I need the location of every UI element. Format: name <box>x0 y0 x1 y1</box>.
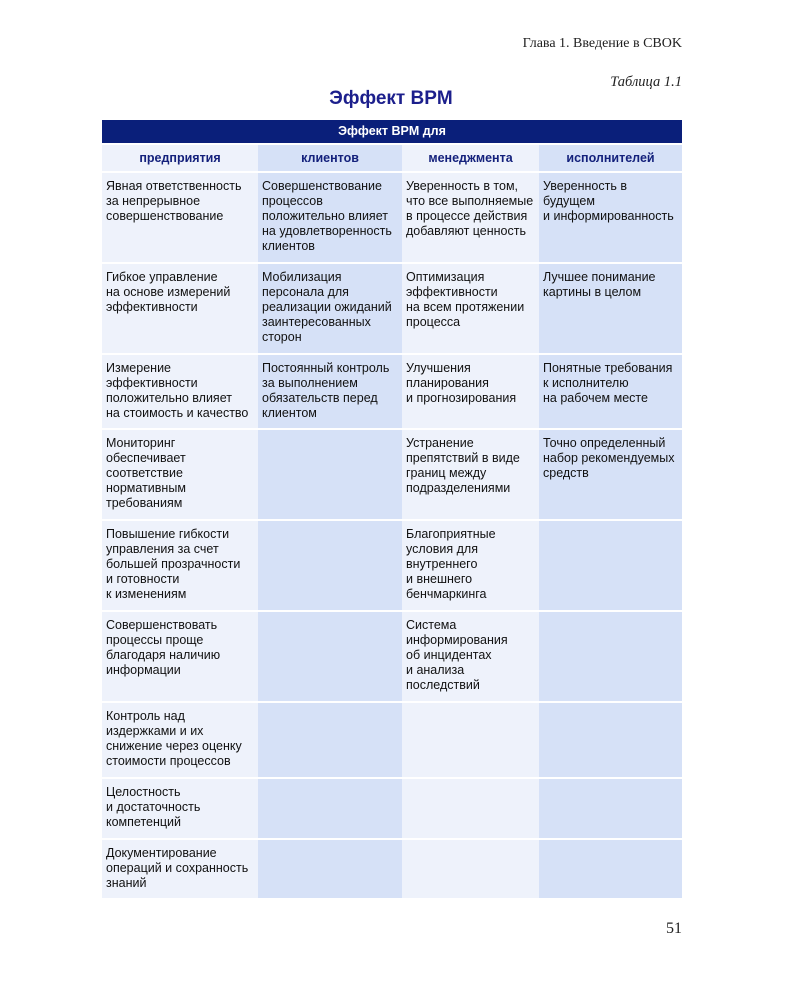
table-cell: Контроль над издержками и их снижение через оценку стоимости процессов <box>102 702 258 778</box>
table-cell: Документирование операций и сохранность знаний <box>102 839 258 898</box>
column-header-performers: исполнителей <box>539 144 682 172</box>
table-cell: Постоянный контроль за выполнением обязательств перед клиентом <box>258 354 402 429</box>
column-header-enterprise: предприятия <box>102 144 258 172</box>
table-title: Эффект BPM <box>329 88 453 109</box>
table-cell <box>539 520 682 611</box>
table-cell: Повышение гибкости управления за счет большей прозрачности и готовности к изменениям <box>102 520 258 611</box>
table-cell: Мобилизация персонала для реализации ожиданий заинтересованных сторон <box>258 263 402 354</box>
table-cell: Понятные требования к исполнителю на рабочем месте <box>539 354 682 429</box>
table-main-header: Эффект BPM для <box>102 120 682 144</box>
page-number: 51 <box>666 920 682 937</box>
table-row <box>102 702 682 778</box>
table-cell: Гибкое управление на основе измерений эффективности <box>102 263 258 354</box>
table-cell <box>258 520 402 611</box>
table-cell: Уверенность в будущем и информированность <box>539 172 682 263</box>
table-cell: Благоприятные условия для внутреннего и внешнего бенчмаркинга <box>402 520 539 611</box>
table-cell: Мониторинг обеспечивает соответствие нормативным требованиям <box>102 429 258 520</box>
table-row <box>102 429 682 520</box>
table-cell <box>258 611 402 702</box>
table-cell <box>258 778 402 839</box>
table-row <box>102 172 682 263</box>
table-cell <box>539 702 682 778</box>
table-row <box>102 778 682 839</box>
table-cell: Совершенствовать процессы проще благодаря наличию информации <box>102 611 258 702</box>
table-cell <box>402 778 539 839</box>
table-row <box>102 263 682 354</box>
table-cell <box>258 702 402 778</box>
table-cell: Совершенствование процессов положительно влияет на удовлетворенность клиентов <box>258 172 402 263</box>
running-header: Глава 1. Введение в CBOK <box>522 36 682 51</box>
table-cell: Уверенность в том, что все выполняемые в процессе действия добавляют ценность <box>402 172 539 263</box>
table-cell <box>539 611 682 702</box>
table-row <box>102 354 682 429</box>
table-cell <box>258 839 402 898</box>
bpm-effect-table <box>102 120 682 898</box>
table-cell: Измерение эффективности положительно влияет на стоимость и качество <box>102 354 258 429</box>
table-cell: Оптимизация эффективности на всем протяжении процесса <box>402 263 539 354</box>
table-cell: Система информирования об инцидентах и анализа последствий <box>402 611 539 702</box>
table-cell <box>539 778 682 839</box>
table-cell: Целостность и достаточность компетенций <box>102 778 258 839</box>
table-cell: Устранение препятствий в виде границ между подразделениями <box>402 429 539 520</box>
table-cell <box>258 429 402 520</box>
table-number: Таблица 1.1 <box>610 74 682 90</box>
table-cell: Улучшения планирования и прогнозирования <box>402 354 539 429</box>
table-cell <box>402 702 539 778</box>
column-header-clients: клиентов <box>258 144 402 172</box>
table-cell <box>539 839 682 898</box>
table-row <box>102 611 682 702</box>
column-header-management: менеджмента <box>402 144 539 172</box>
table-cell: Явная ответственность за непрерывное совершенствование <box>102 172 258 263</box>
table-cell: Лучшее понимание картины в целом <box>539 263 682 354</box>
table-cell <box>402 839 539 898</box>
table-row <box>102 839 682 898</box>
table-row <box>102 520 682 611</box>
table-cell: Точно определенный набор рекомендуемых средств <box>539 429 682 520</box>
